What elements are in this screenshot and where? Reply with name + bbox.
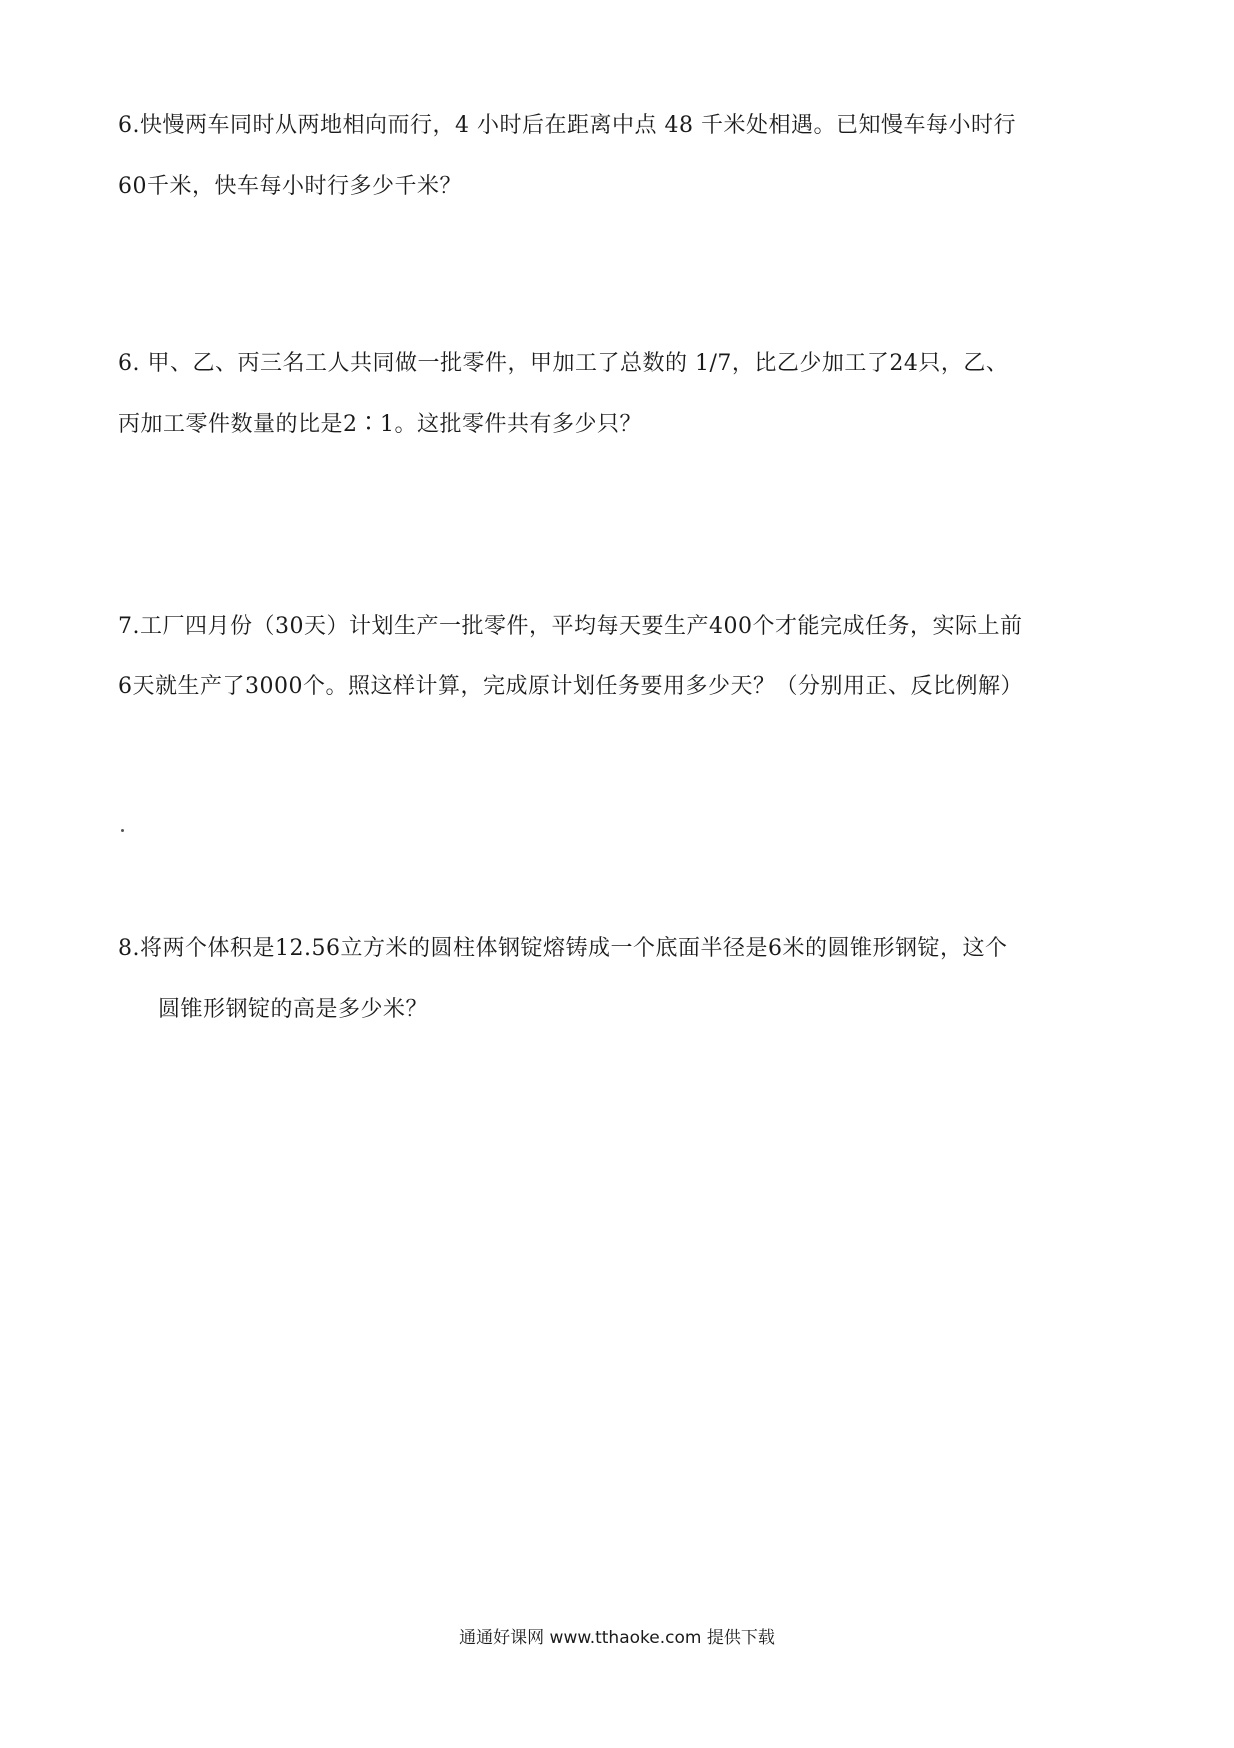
problem-line: 60千米，快车每小时行多少千米？ (118, 174, 462, 199)
page-footer: 通通好课网 www.tthaoke.com 提供下载 (459, 1628, 775, 1648)
problem-line: 6. 甲、乙、丙三名工人共同做一批零件，甲加工了总数的 1/7，比乙少加工了24只，乙、 (118, 351, 1009, 376)
problem-line: 丙加工零件数量的比是2∶1。这批零件共有多少只？ (118, 412, 642, 437)
problem-line: 6.快慢两车同时从两地相向而行，4 小时后在距离中点 48 千米处相遇。已知慢车每小时行 (118, 113, 1016, 138)
problem-line: 圆锥形钢锭的高是多少米？ (158, 997, 429, 1022)
problem-line: 8.将两个体积是12.56立方米的圆柱体钢锭熔铸成一个底面半径是6米的圆锥形钢锭，这个 (118, 936, 1008, 961)
problem-line: 6天就生产了3000个。照这样计算，完成原计划任务要用多少天？（分别用正、反比例解） (118, 674, 1023, 699)
stray-dot (121, 829, 124, 832)
problem-line: 7.工厂四月份（30天）计划生产一批零件，平均每天要生产400个才能完成任务，实际上前 (118, 614, 1023, 639)
